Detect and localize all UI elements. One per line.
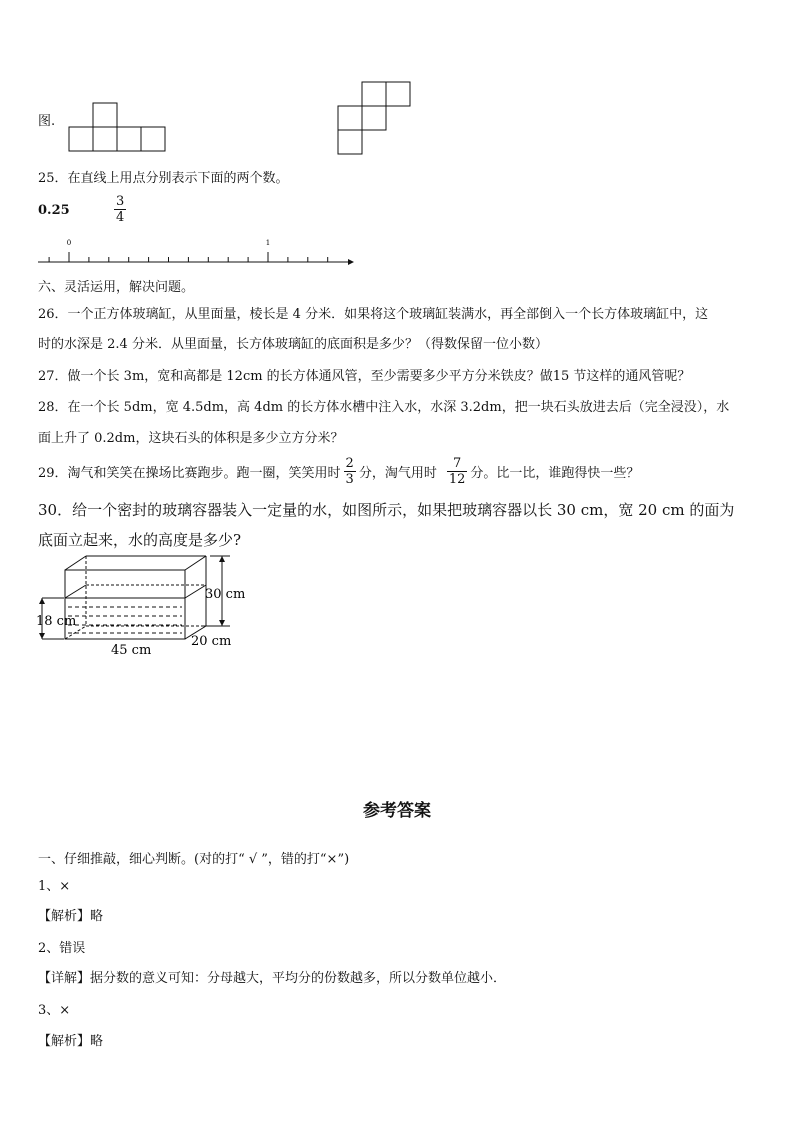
answers-title: 参考答案 — [363, 801, 431, 821]
answer-1: 1、× — [38, 879, 71, 894]
answer-2-note: 【详解】据分数的意义可知：分母越大，平均分的份数越多，所以分数单位越小． — [38, 971, 507, 986]
answer-1-note: 【解析】略 — [38, 909, 104, 924]
dim-length-label: 45 cm — [111, 643, 152, 658]
glass-container-figure — [34, 552, 264, 660]
q29-fraction-2-numerator: 7 — [447, 456, 468, 472]
q29-fraction-1-denominator: 3 — [345, 472, 354, 487]
tick-label-0: 0 — [66, 239, 72, 247]
q29-fraction-2-denominator: 12 — [448, 472, 466, 487]
q28-line1: 28．在一个长 5dm，宽 4.5dm，高 4dm 的长方体水槽中注入水，水深 3.2dm，把一块石头放进去后（完全浸没），水 — [38, 400, 730, 415]
q29-part1: 29．淘气和笑笑在操场比赛跑步。跑一圈，笑笑用时 — [38, 466, 341, 481]
q27-text: 27．做一个长 3m，宽和高都是 12cm 的长方体通风管，至少需要多少平方分米铁皮？做15 节这样的通风管呢？ — [38, 369, 691, 384]
answer-3-note: 【解析】略 — [38, 1034, 104, 1049]
q24-label: 图. — [38, 114, 56, 129]
q29-fraction-1 — [344, 456, 356, 487]
number-line — [30, 232, 355, 268]
q28-line2: 面上升了 0.2dm，这块石头的体积是多少立方分米？ — [38, 431, 344, 446]
cube-net-figure-2 — [337, 81, 412, 157]
q25-value-fraction — [114, 194, 126, 225]
section6-title: 六、灵活运用，解决问题。 — [38, 280, 195, 295]
q26-line2: 时的水深是 2.4 分米．从里面量，长方体玻璃缸的底面积是多少？（得数保留一位小数） — [38, 337, 548, 352]
dim-width-label: 20 cm — [191, 634, 232, 649]
cube-net-figure-1 — [66, 102, 166, 152]
q25-text: 25．在直线上用点分别表示下面的两个数。 — [38, 171, 289, 186]
q30-line2: 底面立起来，水的高度是多少? — [38, 531, 242, 549]
answer-2: 2、错误 — [38, 941, 86, 956]
answers-section1: 一、仔细推敲，细心判断。(对的打“ √ ”，错的打“×”) — [38, 852, 350, 867]
q29-fraction-2 — [447, 456, 468, 487]
dim-height-label: 30 cm — [205, 587, 246, 602]
q29-fraction-1-numerator: 2 — [345, 456, 354, 471]
q25-value-decimal: 0.25 — [38, 203, 70, 218]
q29-part2: 分，淘气用时 — [358, 466, 437, 481]
q30-line1: 30．给一个密封的玻璃容器装入一定量的水，如图所示，如果把玻璃容器以长 30 cm，宽 20 cm 的面为 — [38, 501, 735, 519]
q25-fraction-denominator: 4 — [116, 210, 125, 225]
q25-fraction-numerator: 3 — [116, 194, 125, 209]
q26-line1: 26．一个正方体玻璃缸，从里面量，棱长是 4 分米．如果将这个玻璃缸装满水，再全部倒入一个长方体玻璃缸中，这 — [38, 307, 709, 322]
q29-line — [38, 456, 639, 487]
answer-3: 3、× — [38, 1003, 71, 1018]
q29-part3: 分。比一比，谁跑得快一些？ — [470, 466, 640, 481]
dim-water-label: 18 cm — [36, 614, 77, 629]
tick-label-1: 1 — [265, 239, 271, 247]
